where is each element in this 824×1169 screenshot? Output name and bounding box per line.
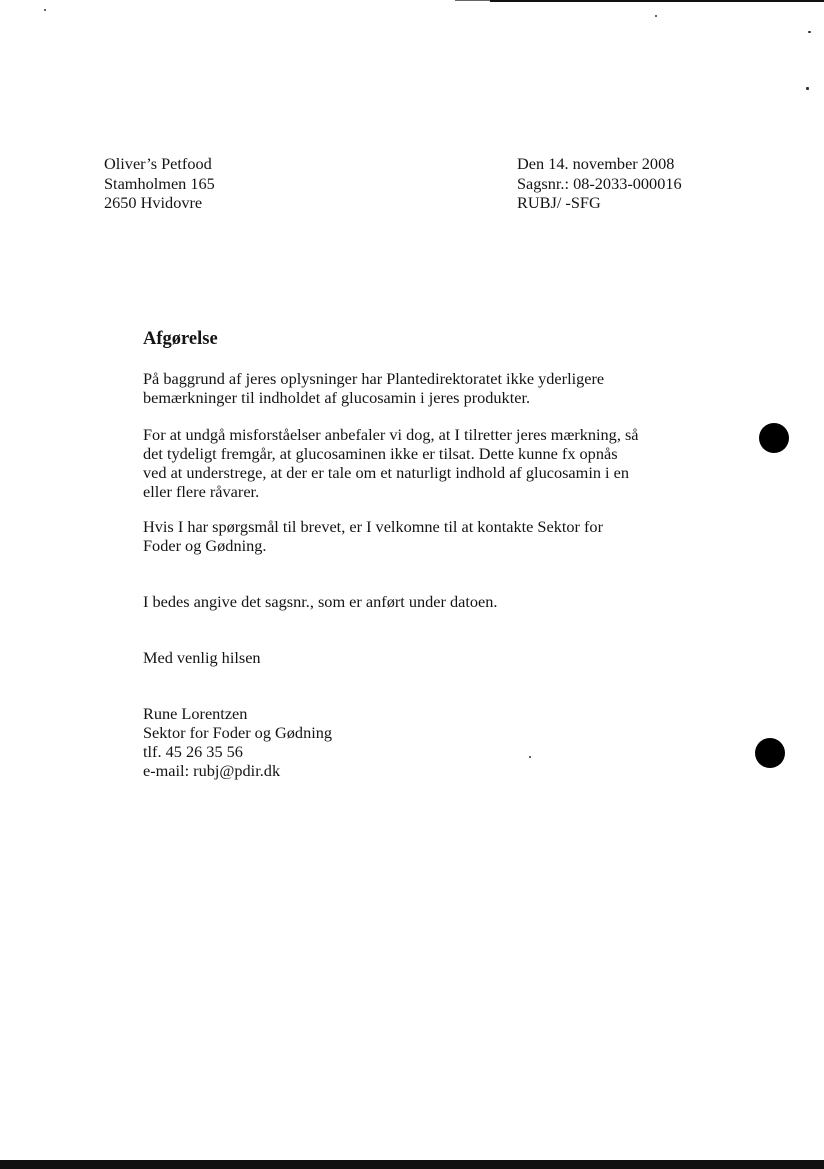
paragraph-line: På baggrund af jeres oplysninger har Plantedirektoratet ikke yderligere (143, 369, 605, 388)
scan-edge-line (455, 0, 495, 1)
scan-edge-line (490, 0, 824, 2)
case-number: Sagsnr.: 08-2033-000016 (517, 173, 682, 193)
signature-block (143, 704, 683, 780)
scan-speck (655, 15, 657, 17)
closing-salutation (143, 648, 683, 667)
scan-speck (44, 9, 46, 11)
paragraph-line: Hvis I har spørgsmål til brevet, er I velkomne til at kontakte Sektor for (143, 517, 603, 536)
punch-hole (755, 738, 785, 768)
signer-phone: tlf. 45 26 35 56 (143, 742, 243, 761)
paragraph-line: eller flere råvarer. (143, 482, 260, 501)
letter-meta (517, 154, 682, 213)
scan-speck (808, 31, 811, 33)
address-line: 2650 Hvidovre (104, 193, 203, 212)
body-paragraph (143, 425, 683, 501)
signer-email: e-mail: rubj@pdir.dk (143, 761, 281, 780)
body-paragraph (143, 517, 683, 555)
address-line: Stamholmen 165 (104, 173, 215, 193)
scan-bottom-bar (0, 1160, 824, 1169)
address-line: Oliver’s Petfood (104, 154, 212, 173)
paragraph-line: ved at understrege, at der er tale om et naturligt indhold af glucosamin i en (143, 463, 630, 482)
paragraph-line: det tydeligt fremgår, at glucosaminen ikke er tilsat. Dette kunne fx opnås (143, 444, 618, 463)
paragraph-line: Med venlig hilsen (143, 648, 261, 667)
body-paragraph (143, 369, 683, 407)
letter-date: Den 14. november 2008 (517, 154, 675, 173)
signer-department: Sektor for Foder og Gødning (143, 723, 333, 742)
paragraph-line: bemærkninger til indholdet af glucosamin i jeres produkter. (143, 388, 531, 407)
recipient-address (104, 154, 215, 213)
reference-initials: RUBJ/ -SFG (517, 193, 601, 212)
body-paragraph (143, 592, 683, 611)
paragraph-line: For at undgå misforståelser anbefaler vi dog, at I tilretter jeres mærkning, så (143, 425, 639, 444)
signer-name: Rune Lorentzen (143, 704, 248, 723)
scan-speck (806, 87, 809, 90)
letter-subject: Afgørelse (143, 329, 218, 349)
paragraph-line: Foder og Gødning. (143, 536, 267, 555)
paragraph-line: I bedes angive det sagsnr., som er anført under datoen. (143, 592, 498, 611)
punch-hole (759, 423, 789, 453)
